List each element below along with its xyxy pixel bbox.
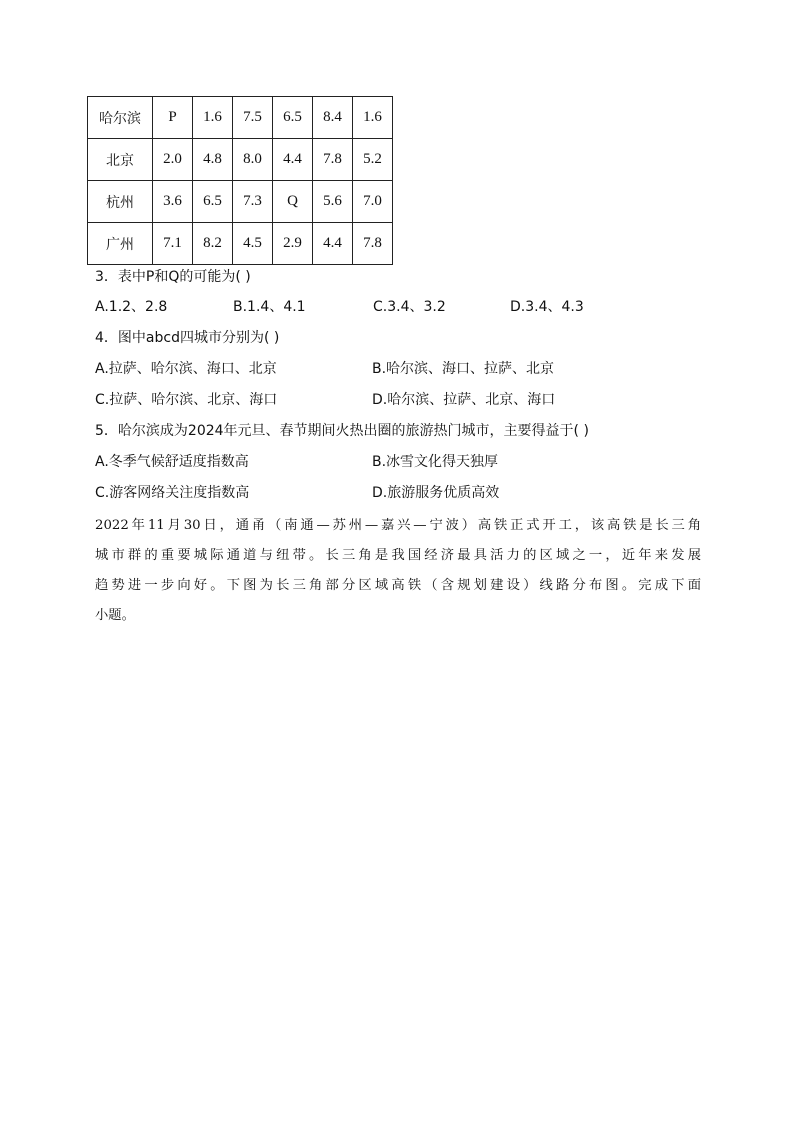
- table-cell: 8.4: [313, 97, 353, 139]
- passage-line: 趋势进一步向好。下图为长三角部分区域高铁（含规划建设）线路分布图。完成下面: [95, 578, 701, 593]
- q5-option-a: A.冬季气候舒适度指数高: [95, 454, 249, 470]
- table-cell: 5.2: [353, 139, 393, 181]
- table-cell: 7.1: [153, 223, 193, 265]
- table-cell: 3.6: [153, 181, 193, 223]
- q3-option-a: A.1.2、2.8: [95, 299, 168, 315]
- table-cell: 1.6: [193, 97, 233, 139]
- table-city-cell: 广州: [88, 223, 153, 265]
- table-row: [88, 97, 393, 139]
- table-city-cell: 北京: [88, 139, 153, 181]
- q3-option-c: C.3.4、3.2: [373, 299, 446, 315]
- q4-option-d: D.哈尔滨、拉萨、北京、海口: [372, 392, 556, 408]
- table-cell: 5.6: [313, 181, 353, 223]
- question-5-stem: 5．哈尔滨成为2024年元旦、春节期间火热出圈的旅游热门城市，主要得益于( ): [95, 423, 589, 439]
- table-cell: 4.8: [193, 139, 233, 181]
- table-city-cell: 哈尔滨: [88, 97, 153, 139]
- table-cell: 7.3: [233, 181, 273, 223]
- q5-option-d: D.旅游服务优质高效: [372, 485, 500, 501]
- passage-line: 小题。: [95, 608, 135, 623]
- table-cell: 4.5: [233, 223, 273, 265]
- question-4-stem: 4．图中abcd四城市分别为( ): [95, 330, 280, 346]
- question-3-stem: 3．表中P和Q的可能为( ): [95, 269, 251, 285]
- table-cell: 8.0: [233, 139, 273, 181]
- passage-line: 2022年11月30日，通甬（南通—苏州—嘉兴—宁波）高铁正式开工，该高铁是长三角: [95, 518, 701, 533]
- q3-option-b: B.1.4、4.1: [233, 299, 306, 315]
- q5-option-c: C.游客网络关注度指数高: [95, 485, 250, 501]
- table-row: [88, 139, 393, 181]
- table-row: [88, 223, 393, 265]
- table-cell: 6.5: [193, 181, 233, 223]
- table-cell: 8.2: [193, 223, 233, 265]
- q4-option-c: C.拉萨、哈尔滨、北京、海口: [95, 392, 278, 408]
- table-cell: 7.8: [353, 223, 393, 265]
- q5-option-b: B.冰雪文化得天独厚: [372, 454, 499, 470]
- table-cell: Q: [273, 181, 313, 223]
- climate-index-table: [87, 96, 393, 265]
- table-cell: P: [153, 97, 193, 139]
- table-cell: 2.9: [273, 223, 313, 265]
- q4-option-a: A.拉萨、哈尔滨、海口、北京: [95, 361, 277, 377]
- table-city-cell: 杭州: [88, 181, 153, 223]
- q3-option-d: D.3.4、4.3: [510, 299, 584, 315]
- table-cell: 4.4: [313, 223, 353, 265]
- table-cell: 7.5: [233, 97, 273, 139]
- passage-line: 城市群的重要城际通道与纽带。长三角是我国经济最具活力的区域之一，近年来发展: [95, 548, 701, 563]
- table-cell: 4.4: [273, 139, 313, 181]
- table-cell: 7.8: [313, 139, 353, 181]
- table-cell: 7.0: [353, 181, 393, 223]
- table-cell: 2.0: [153, 139, 193, 181]
- table-cell: 6.5: [273, 97, 313, 139]
- table-cell: 1.6: [353, 97, 393, 139]
- table-row: [88, 181, 393, 223]
- q4-option-b: B.哈尔滨、海口、拉萨、北京: [372, 361, 555, 377]
